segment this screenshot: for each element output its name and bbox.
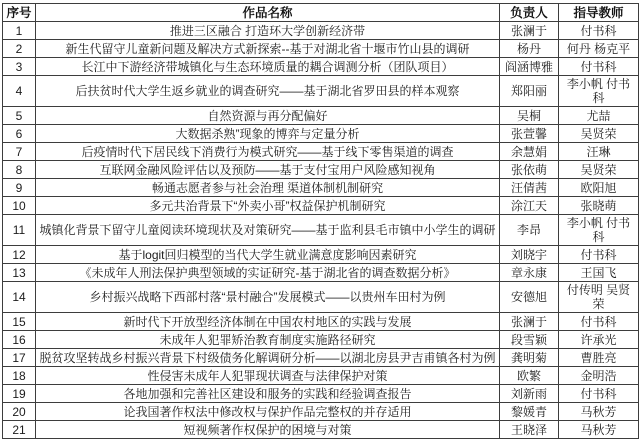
work-title: 自然资源与再分配偏好 <box>36 107 500 125</box>
leader-name: 龚明菊 <box>500 349 559 367</box>
table-row <box>3 125 639 143</box>
work-title: 长江中下游经济带城镇化与生态环境质量的耦合调测分析（团队项目） <box>36 58 500 76</box>
leader-name: 张澜于 <box>500 313 559 331</box>
leader-name: 余慧娟 <box>500 143 559 161</box>
row-number: 6 <box>3 125 36 143</box>
table-row <box>3 331 639 349</box>
table-header <box>3 4 639 22</box>
advisor-name: 付书科 <box>559 58 639 76</box>
advisor-name: 欧阳旭 <box>559 179 639 197</box>
table-row <box>3 246 639 264</box>
leader-name: 段雪颖 <box>500 331 559 349</box>
leader-name: 张依萌 <box>500 161 559 179</box>
row-number: 7 <box>3 143 36 161</box>
work-title: 大数据杀熟”现象的博弈与定量分析 <box>36 125 500 143</box>
header-row <box>3 4 639 22</box>
table-row <box>3 161 639 179</box>
row-number: 20 <box>3 403 36 421</box>
work-title: 论我国著作权法中修改权与保护作品完整权的并存适用 <box>36 403 500 421</box>
table-row <box>3 143 639 161</box>
leader-name: 涂江天 <box>500 197 559 215</box>
leader-name: 阎涵博雅 <box>500 58 559 76</box>
work-title: 互联网金融风险评估以及预防——基于支付宝用户风险感知视角 <box>36 161 500 179</box>
work-title: 畅通志愿者参与社会治理 渠道体制机制研究 <box>36 179 500 197</box>
work-title: 后疫情时代下居民线下消费行为模式研究——基于线下零售渠道的调查 <box>36 143 500 161</box>
advisor-name: 曹胜亮 <box>559 349 639 367</box>
row-number: 12 <box>3 246 36 264</box>
leader-name: 汪倩茜 <box>500 179 559 197</box>
work-title: 基于logit回归模型的当代大学生就业满意度影响因素研究 <box>36 246 500 264</box>
column-header-leader: 负责人 <box>500 4 559 22</box>
table-row <box>3 107 639 125</box>
row-number: 5 <box>3 107 36 125</box>
row-number: 14 <box>3 282 36 313</box>
advisor-name: 张晓萌 <box>559 197 639 215</box>
leader-name: 李昂 <box>500 215 559 246</box>
row-number: 19 <box>3 385 36 403</box>
advisor-name: 何丹 杨克平 <box>559 40 639 58</box>
row-number: 17 <box>3 349 36 367</box>
advisor-name: 汪琳 <box>559 143 639 161</box>
leader-name: 欧繁 <box>500 367 559 385</box>
row-number: 8 <box>3 161 36 179</box>
work-title: 城镇化背景下留守儿童阅读环境现状及对策研究——基于监利县毛市镇中小学生的调研 <box>36 215 500 246</box>
advisor-name: 金明浩 <box>559 367 639 385</box>
work-title: 《未成年人刑法保护典型领域的实证研究-基于湖北省的调查数据分析》 <box>36 264 500 282</box>
row-number: 2 <box>3 40 36 58</box>
leader-name: 王晓泽 <box>500 421 559 439</box>
table-row <box>3 76 639 107</box>
leader-name: 黎媛青 <box>500 403 559 421</box>
work-title: 后扶贫时代大学生返乡就业的调查研究——基于湖北省罗田县的样本观察 <box>36 76 500 107</box>
advisor-name: 付书科 <box>559 313 639 331</box>
row-number: 1 <box>3 22 36 40</box>
leader-name: 郑阳丽 <box>500 76 559 107</box>
table-row <box>3 282 639 313</box>
work-title: 性侵害未成年人犯罪现状调查与法律保护对策 <box>36 367 500 385</box>
advisor-name: 王国飞 <box>559 264 639 282</box>
row-number: 15 <box>3 313 36 331</box>
advisor-name: 马秋芳 <box>559 403 639 421</box>
table-row <box>3 264 639 282</box>
work-title: 新时代下开放型经济体制在中国农村地区的实践与发展 <box>36 313 500 331</box>
leader-name: 吴桐 <box>500 107 559 125</box>
work-title: 未成年人犯罪矫治教育制度实施路径研究 <box>36 331 500 349</box>
row-number: 10 <box>3 197 36 215</box>
work-title: 短视频著作权保护的困境与对策 <box>36 421 500 439</box>
row-number: 18 <box>3 367 36 385</box>
leader-name: 章永康 <box>500 264 559 282</box>
advisor-name: 付书科 <box>559 246 639 264</box>
table-row <box>3 403 639 421</box>
leader-name: 刘晓宇 <box>500 246 559 264</box>
work-title: 多元共治背景下“外卖小哥”权益保护机制研究 <box>36 197 500 215</box>
table-row <box>3 367 639 385</box>
advisor-name: 李小帆 付书科 <box>559 76 639 107</box>
table-row <box>3 22 639 40</box>
table-row <box>3 179 639 197</box>
advisor-name: 付传明 吴贤荣 <box>559 282 639 313</box>
table-row <box>3 385 639 403</box>
table-row <box>3 421 639 439</box>
leader-name: 杨丹 <box>500 40 559 58</box>
works-table <box>2 3 639 439</box>
column-header-index: 序号 <box>3 4 36 22</box>
advisor-name: 付书科 <box>559 385 639 403</box>
advisor-name: 付书科 <box>559 22 639 40</box>
row-number: 11 <box>3 215 36 246</box>
work-title: 乡村振兴战略下西部村落“景村融合”发展模式——以贵州车田村为例 <box>36 282 500 313</box>
row-number: 4 <box>3 76 36 107</box>
work-title: 推进三区融合 打造环大学创新经济带 <box>36 22 500 40</box>
table-row <box>3 197 639 215</box>
row-number: 3 <box>3 58 36 76</box>
leader-name: 刘新雨 <box>500 385 559 403</box>
advisor-name: 许承光 <box>559 331 639 349</box>
table-row <box>3 58 639 76</box>
row-number: 13 <box>3 264 36 282</box>
advisor-name: 李小帆 付书科 <box>559 215 639 246</box>
row-number: 16 <box>3 331 36 349</box>
row-number: 9 <box>3 179 36 197</box>
column-header-title: 作品名称 <box>36 4 500 22</box>
row-number: 21 <box>3 421 36 439</box>
advisor-name: 吴贤荣 <box>559 161 639 179</box>
table-row <box>3 313 639 331</box>
work-title: 各地加强和完善社区建设和服务的实践和经验调查报告 <box>36 385 500 403</box>
table-row <box>3 215 639 246</box>
work-title: 脱贫攻坚转战乡村振兴背景下村级债务化解调研分析——以湖北房县尹吉甫镇各村为例 <box>36 349 500 367</box>
advisor-name: 马秋芳 <box>559 421 639 439</box>
column-header-advisor: 指导教师 <box>559 4 639 22</box>
leader-name: 张澜于 <box>500 22 559 40</box>
work-title: 新生代留守儿童新问题及解决方式新探索--基于对湖北省十堰市竹山县的调研 <box>36 40 500 58</box>
leader-name: 安德旭 <box>500 282 559 313</box>
advisor-name: 尤喆 <box>559 107 639 125</box>
leader-name: 张萱馨 <box>500 125 559 143</box>
table-row <box>3 40 639 58</box>
advisor-name: 吴贤荣 <box>559 125 639 143</box>
table-body <box>3 22 639 439</box>
table-row <box>3 349 639 367</box>
